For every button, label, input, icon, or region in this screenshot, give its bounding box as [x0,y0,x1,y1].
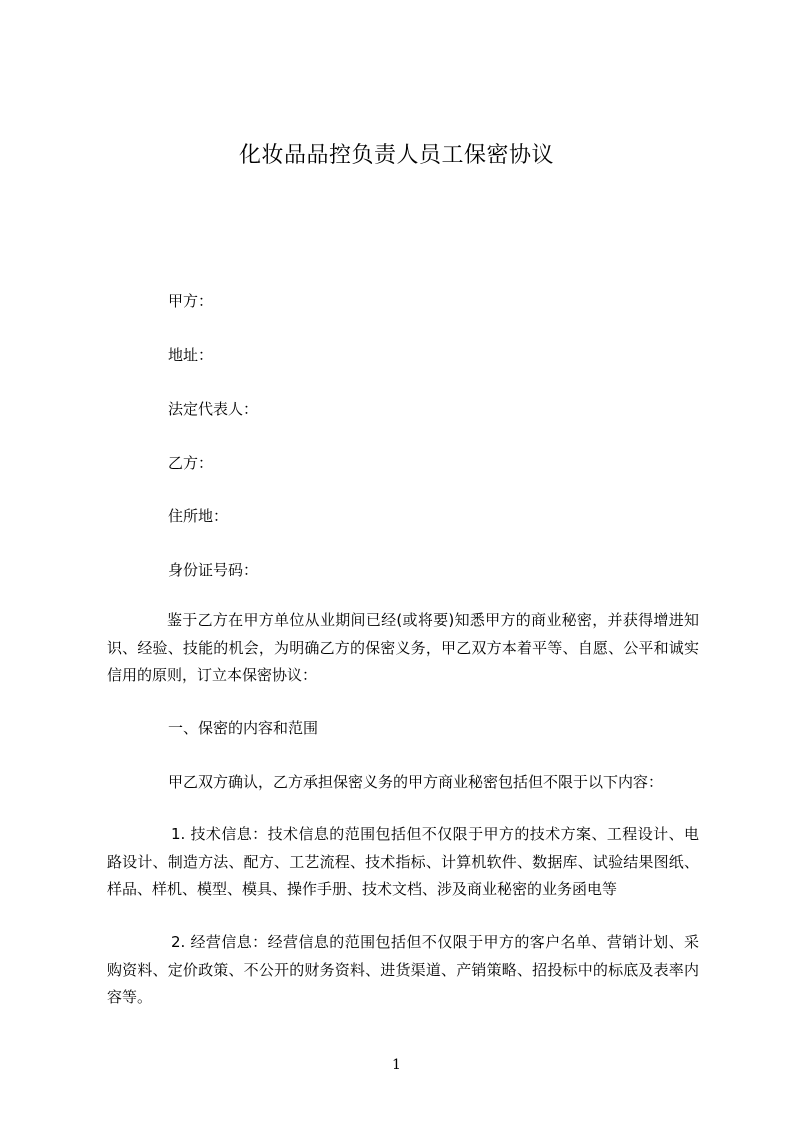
item-business-info: 2. 经营信息：经营信息的范围包括但不仅限于甲方的客户名单、营销计划、采购资料、定价政策、不公开的财务资料、进货渠道、产销策略、招投标中的标底及表率内容等。 [107,933,699,1006]
intro-paragraph: 鉴于乙方在甲方单位从业期间已经(或将要)知悉甲方的商业秘密，并获得增进知识、经验、技能的机会，为明确乙方的保密义务，甲乙双方本着平等、自愿、公平和诚实信用的原则，订立本保密协议： [107,611,699,684]
section-1-intro: 甲乙双方确认，乙方承担保密义务的甲方商业秘密包括但不限于以下内容： [168,773,664,791]
party-a-label: 甲方： [168,292,214,310]
party-b-label: 乙方： [168,454,214,472]
document-title: 化妆品品控负责人员工保密协议 [238,143,554,168]
id-number-label: 身份证号码： [168,561,259,579]
legal-representative-label: 法定代表人： [168,400,259,418]
residence-label: 住所地： [168,507,229,525]
page-number: 1 [392,1057,401,1073]
item-technical-info: 1. 技术信息：技术信息的范围包括但不仅限于甲方的技术方案、工程设计、电路设计、制造方法、配方、工艺流程、技术指标、计算机软件、数据库、试验结果图纸、样品、样机、模型、模具、操作手册、技术文档、涉及商业秘密的业务函电等 [107,825,699,898]
address-label: 地址： [168,346,214,364]
section-1-heading: 一、保密的内容和范围 [168,719,319,737]
